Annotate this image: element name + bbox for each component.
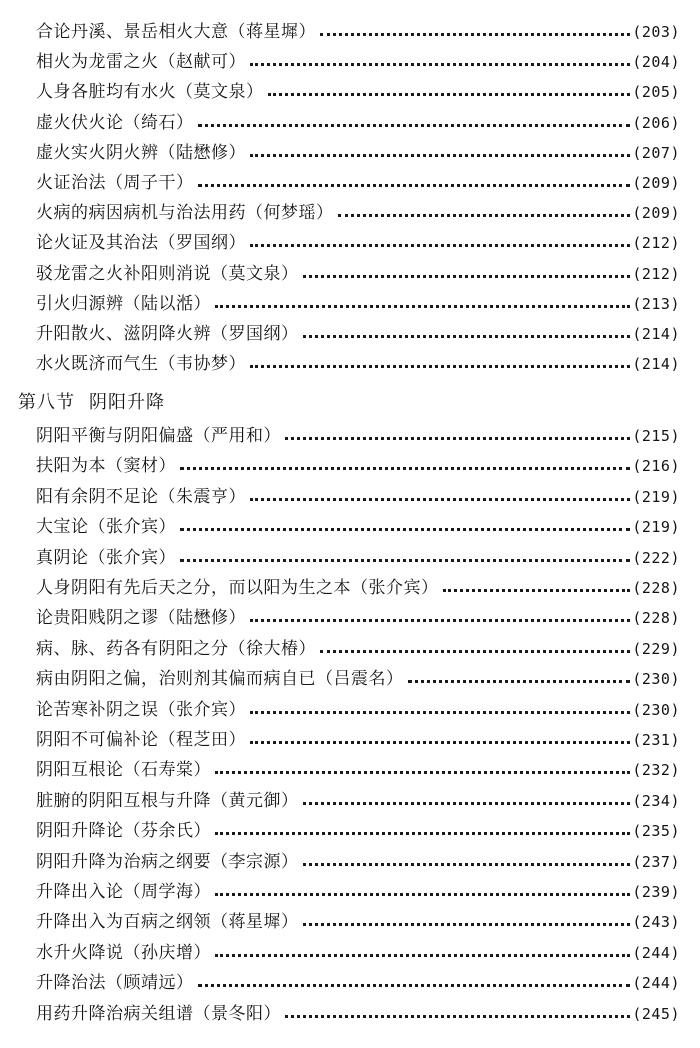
- toc-entry[interactable]: [36, 198, 680, 228]
- toc-entry-title: 虚火实火阴火辨（陆懋修）: [36, 142, 246, 163]
- toc-entry[interactable]: [36, 138, 680, 168]
- toc-entry[interactable]: [36, 786, 680, 816]
- toc-entry-title: 脏腑的阴阳互根与升降（黄元御）: [36, 790, 299, 811]
- toc-entry[interactable]: [36, 999, 680, 1029]
- toc-entry[interactable]: [36, 603, 680, 633]
- toc-entry-title: 引火归源辨（陆以湉）: [36, 293, 211, 314]
- toc-entry-page-number: (206): [632, 113, 680, 132]
- dot-leader: [215, 877, 630, 907]
- dot-leader: [303, 259, 631, 289]
- toc-entry-title: 升阳散火、滋阴降火辨（罗国纲）: [36, 324, 299, 344]
- dot-leader: [303, 786, 631, 816]
- toc-entry-title: 阳有余阴不足论（朱震亨）: [36, 486, 246, 507]
- dot-leader: [303, 319, 631, 349]
- toc-entry-page-number: (204): [632, 53, 680, 72]
- toc-entry[interactable]: [36, 259, 680, 289]
- toc-entry-page-number: (244): [632, 974, 680, 993]
- dot-leader: [303, 907, 631, 937]
- dot-leader: [250, 228, 630, 258]
- dot-leader: [198, 108, 631, 138]
- toc-entry-title: 升降治法（顾靖远）: [36, 973, 194, 994]
- dot-leader: [250, 138, 630, 168]
- toc-entry[interactable]: [36, 451, 680, 481]
- toc-entry-title: 阴阳互根论（石寿棠）: [36, 760, 211, 781]
- toc-entry-page-number: (235): [632, 822, 680, 841]
- dot-leader: [285, 421, 630, 451]
- toc-entry-page-number: (203): [632, 23, 680, 41]
- toc-entry[interactable]: [36, 482, 680, 512]
- toc-entry-title: 病、脉、药各有阴阳之分（徐大椿）: [36, 638, 316, 659]
- toc-entry-page-number: (239): [632, 883, 680, 901]
- toc-entry-title: 病由阴阳之偏，治则剂其偏而病自已（吕震名）: [36, 669, 404, 690]
- toc-entry-page-number: (234): [632, 791, 680, 810]
- toc-entry-page-number: (209): [632, 204, 680, 223]
- toc-entry[interactable]: [36, 907, 680, 937]
- dot-leader: [215, 289, 630, 319]
- toc-entry-title: 相火为龙雷之火（赵献可）: [36, 52, 246, 73]
- toc-entry[interactable]: [36, 77, 680, 107]
- toc-entry-page-number: (230): [632, 670, 680, 689]
- dot-leader: [303, 847, 631, 877]
- toc-entry-title: 扶阳为本（窦材）: [36, 456, 176, 477]
- toc-entry[interactable]: [36, 847, 680, 877]
- toc-entry-title: 升降出入为百病之纲领（蒋星墀）: [36, 912, 299, 933]
- toc-entry-title: 合论丹溪、景岳相火大意（蒋星墀）: [36, 22, 316, 42]
- toc-entry[interactable]: [36, 573, 680, 603]
- toc-entry[interactable]: [36, 938, 680, 968]
- toc-entry[interactable]: [36, 17, 680, 47]
- toc-entry[interactable]: [36, 228, 680, 258]
- toc-entry[interactable]: [36, 816, 680, 846]
- toc-entry-page-number: (231): [632, 731, 680, 749]
- section-number: 第八节: [18, 392, 75, 413]
- dot-leader: [250, 603, 630, 633]
- toc-entry[interactable]: [36, 968, 680, 998]
- dot-leader: [180, 512, 630, 542]
- toc-entry-page-number: (230): [632, 700, 680, 719]
- toc-entry-page-number: (216): [632, 457, 680, 476]
- toc-entry-page-number: (243): [632, 913, 680, 932]
- dot-leader: [180, 451, 630, 481]
- dot-leader: [338, 198, 631, 228]
- toc-entry-page-number: (222): [632, 548, 680, 567]
- toc-entry[interactable]: [36, 168, 680, 198]
- dot-leader: [408, 664, 631, 694]
- toc-entry-title: 人身阴阳有先后天之分，而以阳为生之本（张介宾）: [36, 578, 439, 598]
- toc-entry-title: 论苦寒补阴之误（张介宾）: [36, 699, 246, 720]
- toc-entry-title: 水火既济而气生（韦协梦）: [36, 354, 246, 375]
- toc-entry-page-number: (244): [632, 943, 680, 962]
- toc-entry-title: 火证治法（周子干）: [36, 173, 194, 193]
- toc-entry[interactable]: [36, 108, 680, 138]
- toc-entry[interactable]: [36, 47, 680, 77]
- toc-entry-page-number: (237): [632, 852, 680, 871]
- dot-leader: [198, 168, 631, 198]
- toc-entry-page-number: (245): [632, 1004, 680, 1023]
- dot-leader: [215, 816, 630, 846]
- toc-entry-page-number: (209): [632, 174, 680, 192]
- dot-leader: [250, 47, 630, 77]
- toc-entry-title: 真阴论（张介宾）: [36, 547, 176, 568]
- dot-leader: [285, 999, 630, 1029]
- section-heading: [18, 388, 165, 418]
- toc-entry-page-number: (232): [632, 761, 680, 780]
- dot-leader: [320, 634, 630, 664]
- toc-entry[interactable]: [36, 877, 680, 907]
- toc-entry-page-number: (205): [632, 83, 680, 102]
- toc-entry-title: 人身各脏均有水火（莫文泉）: [36, 82, 264, 103]
- toc-entry-title: 阴阳升降论（芬余氏）: [36, 821, 211, 842]
- toc-entry[interactable]: [36, 634, 680, 664]
- dot-leader: [215, 938, 630, 968]
- toc-entry[interactable]: [36, 725, 680, 755]
- toc-entry-page-number: (219): [632, 518, 680, 537]
- toc-entry-page-number: (219): [632, 487, 680, 506]
- dot-leader: [250, 482, 630, 512]
- dot-leader: [250, 349, 630, 379]
- toc-entry-title: 阴阳平衡与阴阳偏盛（严用和）: [36, 426, 281, 446]
- toc-entry-title: 驳龙雷之火补阳则消说（莫文泉）: [36, 263, 299, 284]
- toc-entry-page-number: (212): [632, 264, 680, 283]
- toc-entry[interactable]: [36, 664, 680, 694]
- toc-entry-title: 论火证及其治法（罗国纲）: [36, 233, 246, 254]
- toc-entry-page-number: (215): [632, 427, 680, 445]
- toc-entry[interactable]: [36, 512, 680, 542]
- section-title: 阴阳升降: [89, 392, 165, 413]
- toc-entry-page-number: (212): [632, 234, 680, 253]
- toc-entry-title: 虚火伏火论（绮石）: [36, 112, 194, 133]
- dot-leader: [198, 968, 631, 998]
- toc-entry[interactable]: [36, 349, 680, 379]
- toc-entry-title: 火病的病因病机与治法用药（何梦瑶）: [36, 203, 334, 224]
- toc-entry[interactable]: [36, 289, 680, 319]
- toc-entry-title: 论贵阳贱阴之谬（陆懋修）: [36, 608, 246, 629]
- toc-entry-page-number: (214): [632, 325, 680, 343]
- dot-leader: [250, 725, 630, 755]
- toc-entry[interactable]: [36, 755, 680, 785]
- dot-leader: [268, 77, 631, 107]
- dot-leader: [320, 17, 630, 47]
- toc-entry-page-number: (228): [632, 609, 680, 628]
- toc-entry-title: 阴阳升降为治病之纲要（李宗源）: [36, 851, 299, 872]
- toc-entry-page-number: (228): [632, 579, 680, 597]
- toc-entry-title: 水升火降说（孙庆增）: [36, 942, 211, 963]
- toc-entry-title: 大宝论（张介宾）: [36, 517, 176, 538]
- toc-entry[interactable]: [36, 695, 680, 725]
- toc-entry[interactable]: [36, 421, 680, 451]
- toc-entry-page-number: (229): [632, 639, 680, 658]
- toc-entry-title: 升降出入论（周学海）: [36, 882, 211, 902]
- dot-leader: [250, 695, 630, 725]
- dot-leader: [443, 573, 631, 603]
- toc-entry-title: 阴阳不可偏补论（程芝田）: [36, 730, 246, 750]
- toc-entry[interactable]: [36, 319, 680, 349]
- dot-leader: [180, 543, 630, 573]
- toc-entry-page-number: (207): [632, 143, 680, 162]
- toc-entry[interactable]: [36, 543, 680, 573]
- toc-entry-page-number: (213): [632, 294, 680, 313]
- dot-leader: [215, 755, 630, 785]
- toc-entry-title: 用药升降治病关组谱（景冬阳）: [36, 1003, 281, 1024]
- toc-entry-page-number: (214): [632, 355, 680, 374]
